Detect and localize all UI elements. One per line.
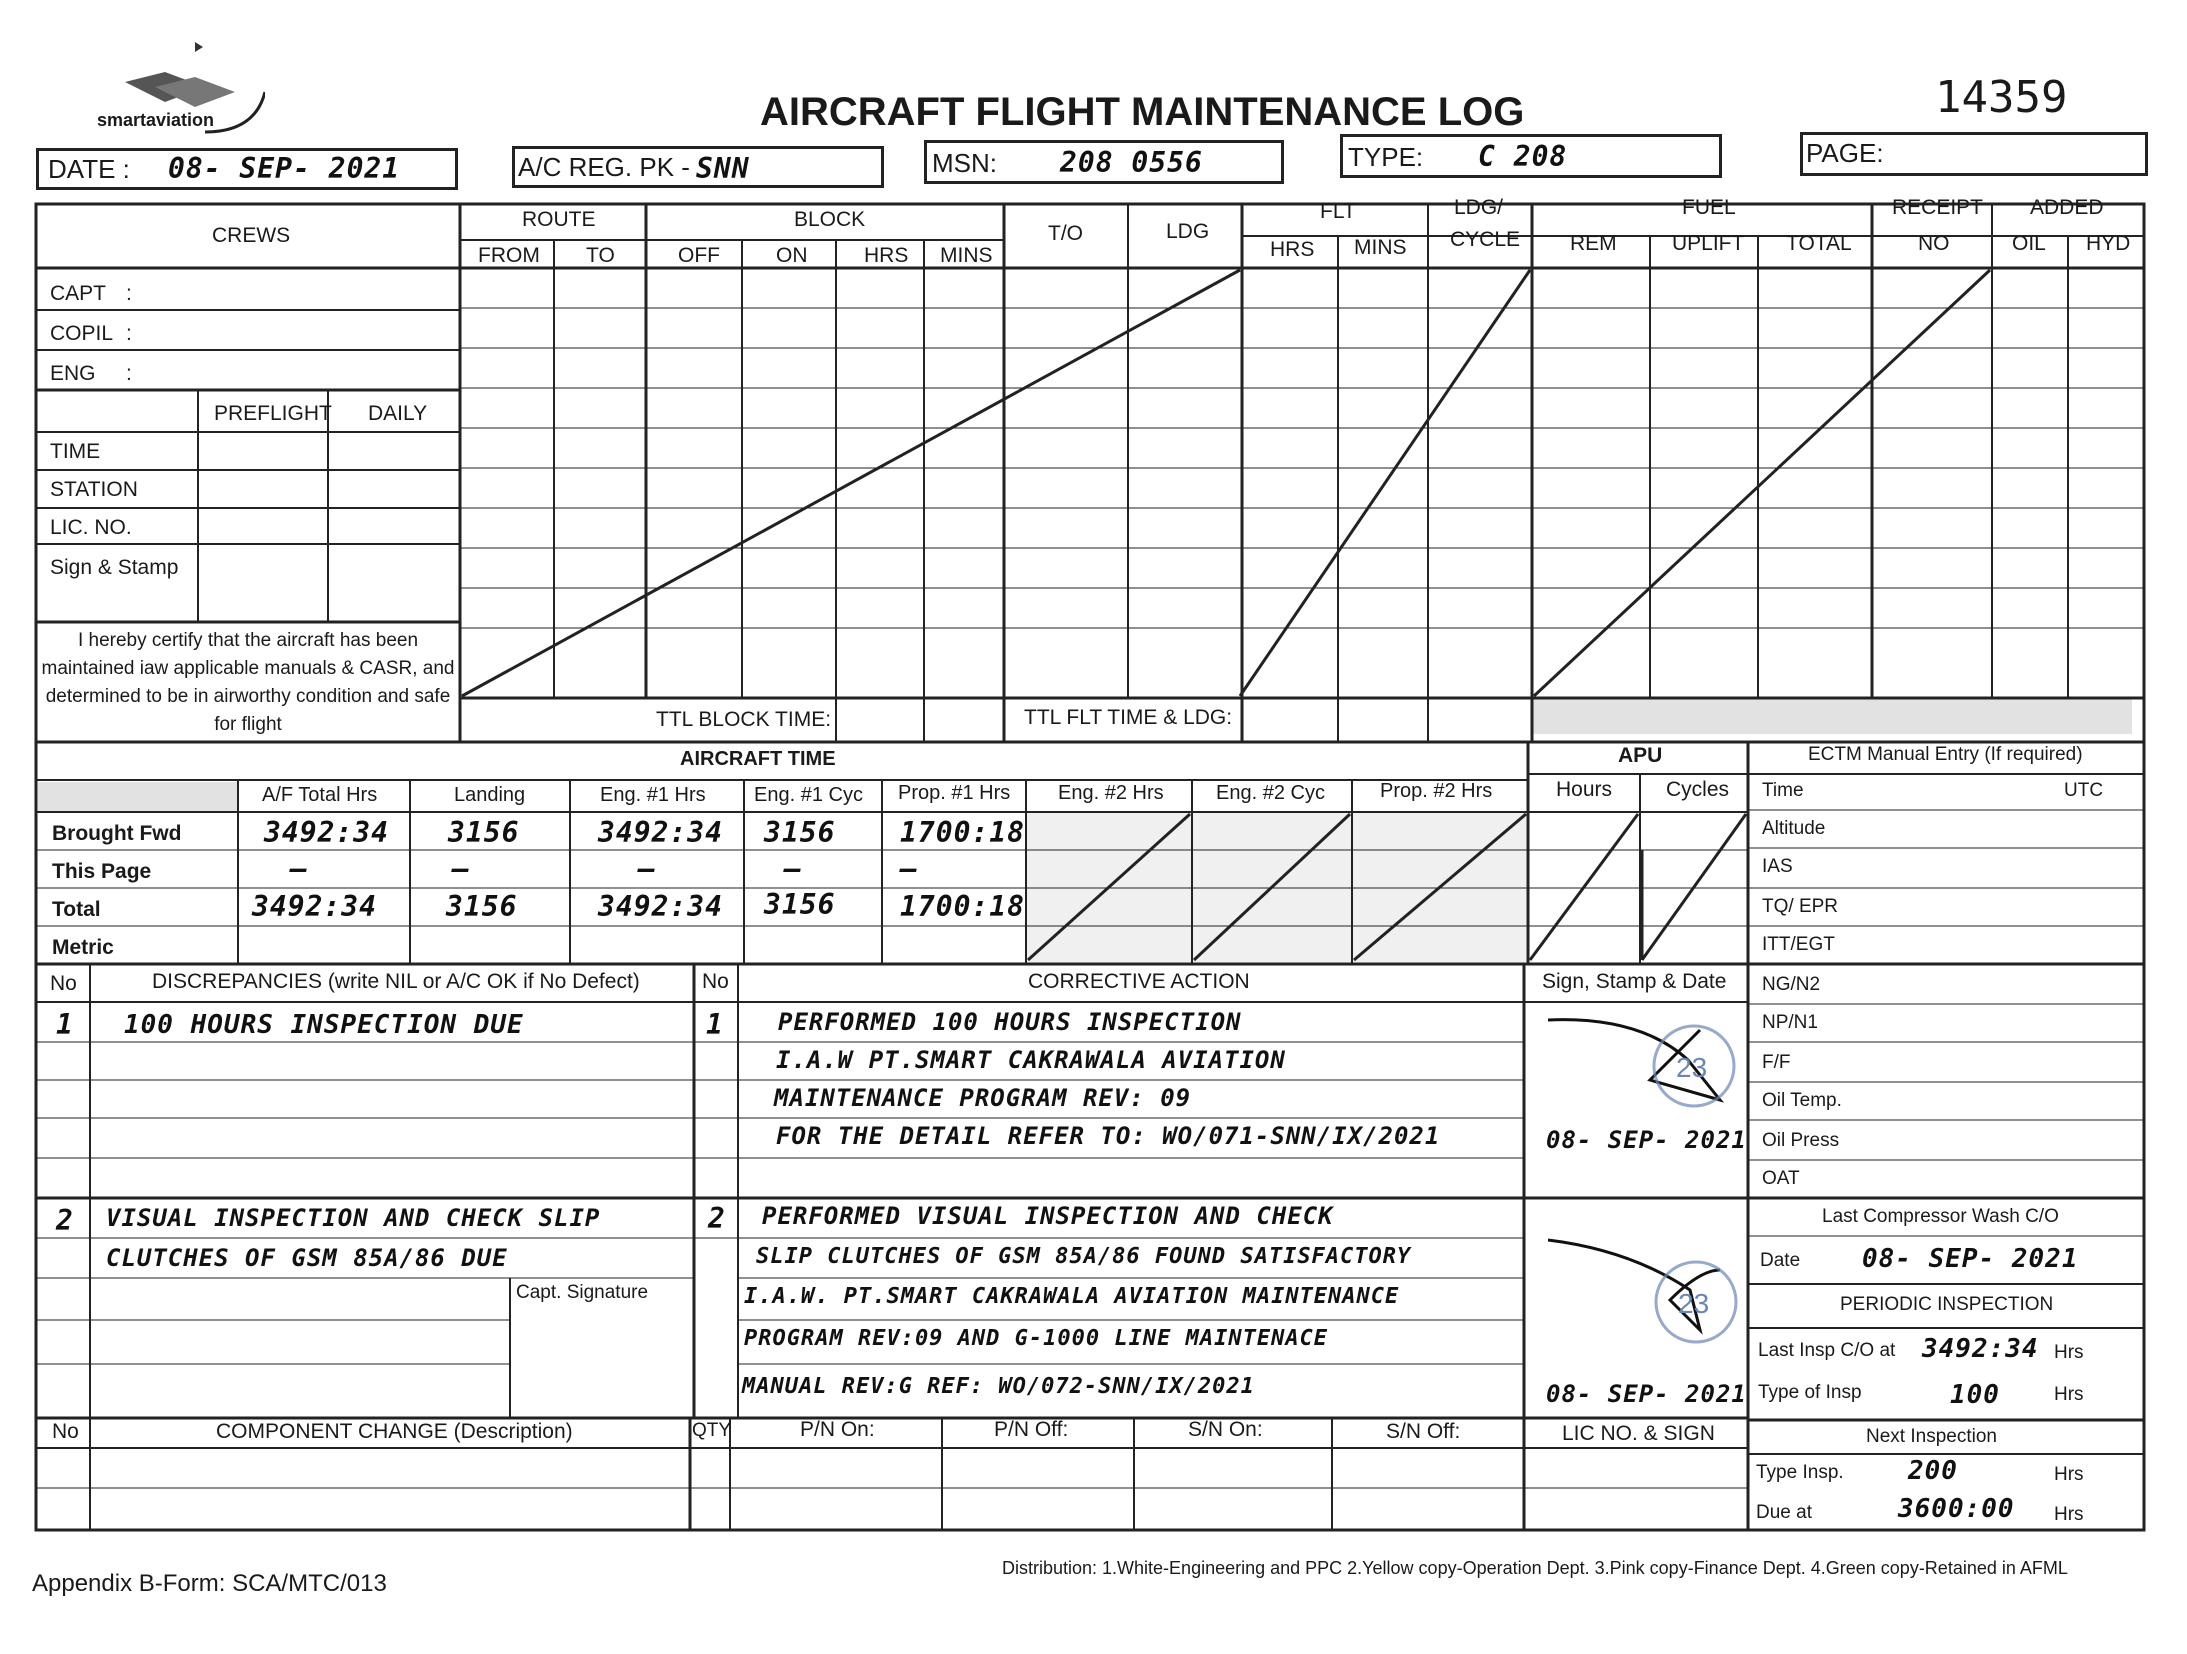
periodic-type-label: Type of Insp (1758, 1382, 1862, 1403)
next-title: Next Inspection (1866, 1426, 1997, 1447)
sign-stamp-date-header: Sign, Stamp & Date (1542, 970, 1727, 993)
tp-eng1-hrs: — (638, 852, 656, 885)
msn-value: 208 0556 (1060, 146, 1203, 179)
daily-header: DAILY (368, 402, 428, 425)
next-due-label: Due at (1756, 1502, 1812, 1523)
ectm-title: ECTM Manual Entry (If required) (1808, 744, 2083, 765)
sign-date-1: 08- SEP- 2021 (1546, 1126, 1747, 1154)
tp-eng1-cyc: — (784, 852, 802, 885)
periodic-last-hrs: Hrs (2054, 1342, 2084, 1363)
ca-1-line-1: PERFORMED 100 HOURS INSPECTION (778, 1008, 1242, 1036)
ca-no-header: No (702, 970, 729, 993)
ttl-block-label: TTL BLOCK TIME: (656, 708, 832, 731)
off-header: OFF (678, 244, 720, 267)
ectm-np-n1: NP/N1 (1762, 1012, 1818, 1033)
ca-2-line-5: MANUAL REV:G REF: WO/072-SNN/IX/2021 (742, 1374, 1255, 1399)
periodic-type-value: 100 (1950, 1380, 2000, 1410)
reg-value: SNN (696, 152, 750, 185)
ldg-cycle-header-2: CYCLE (1450, 228, 1521, 251)
eng-label: ENG (50, 362, 96, 385)
col-eng2-hrs: Eng. #2 Hrs (1058, 782, 1164, 804)
next-type-label: Type Insp. (1756, 1462, 1844, 1483)
disc-item-2-line1: VISUAL INSPECTION AND CHECK SLIP (106, 1204, 601, 1232)
next-type-value: 200 (1908, 1456, 1958, 1486)
distribution-text: Distribution: 1.White-Engineering and PPC 2.Yellow copy-Operation Dept. 3.Pink copy-Finance Dept. 4.Green copy-Retained in AFML (1002, 1558, 2068, 1578)
disc-header: DISCREPANCIES (write NIL or A/C OK if No Defect) (152, 970, 640, 993)
station-label: STATION (50, 478, 138, 501)
bf-eng1-hrs: 3492:34 (598, 816, 724, 849)
sign-date-2: 08- SEP- 2021 (1546, 1380, 1747, 1408)
ectm-altitude: Altitude (1762, 818, 1826, 839)
total-af-total: 3492:34 (252, 890, 378, 923)
flt-mins-header: MINS (1354, 236, 1407, 259)
reg-label: A/C REG. PK - (518, 152, 690, 182)
ectm-ias: IAS (1762, 856, 1793, 877)
col-af-total-hrs: A/F Total Hrs (262, 784, 378, 806)
ca-item-1-no: 1 (706, 1008, 724, 1041)
date-value: 08- SEP- 2021 (168, 152, 401, 185)
stamp-number-1: 23 (1676, 1052, 1708, 1083)
row-metric: Metric (52, 936, 114, 959)
added-header: ADDED (2030, 196, 2104, 219)
comp-sn-off-header: S/N Off: (1386, 1420, 1461, 1443)
route-header: ROUTE (522, 208, 596, 231)
row-total: Total (52, 898, 101, 921)
mins-header: MINS (940, 244, 993, 267)
disc-item-2-no: 2 (56, 1204, 74, 1237)
receipt-header: RECEIPT (1892, 196, 1984, 219)
to-header: TO (586, 244, 615, 267)
ldg-cycle-header-1: LDG/ (1454, 196, 1504, 219)
rem-header: REM (1570, 232, 1617, 255)
certify-line-2: maintained iaw applicable manuals & CASR, and (41, 658, 455, 679)
total-prop1-hrs: 1700:18 (900, 890, 1026, 923)
capt-signature-label: Capt. Signature (516, 1282, 649, 1303)
comp-qty-header: QTY (692, 1420, 732, 1441)
periodic-last-label: Last Insp C/O at (1758, 1340, 1896, 1361)
certify-line-1: I hereby certify that the aircraft has been (77, 630, 419, 651)
oil-header: OIL (2012, 232, 2046, 255)
ca-2-line-3: I.A.W. PT.SMART CAKRAWALA AVIATION MAINTENANCE (744, 1284, 1400, 1309)
ectm-oil-press: Oil Press (1762, 1130, 1840, 1151)
ca-header: CORRECTIVE ACTION (1028, 970, 1250, 993)
next-type-hrs: Hrs (2054, 1464, 2084, 1485)
page-title: AIRCRAFT FLIGHT MAINTENANCE LOG (760, 90, 1525, 134)
disc-item-2-line2: CLUTCHES OF GSM 85A/86 DUE (106, 1244, 508, 1272)
total-eng1-hrs: 3492:34 (598, 890, 724, 923)
disc-item-1-text: 100 HOURS INSPECTION DUE (124, 1010, 524, 1040)
ectm-time: Time (1762, 780, 1804, 801)
periodic-type-hrs: Hrs (2054, 1384, 2084, 1405)
ca-2-line-1: PERFORMED VISUAL INSPECTION AND CHECK (762, 1202, 1334, 1230)
copil-label: COPIL (50, 322, 114, 345)
row-this-page: This Page (52, 860, 152, 883)
col-prop1-hrs: Prop. #1 Hrs (898, 782, 1011, 804)
comp-lic-header: LIC NO. & SIGN (1562, 1422, 1715, 1445)
form-number: 14359 (1935, 72, 2068, 123)
certify-line-3: determined to be in airworthy condition and safe (45, 686, 451, 707)
comp-desc-header: COMPONENT CHANGE (Description) (216, 1420, 573, 1443)
lic-no-label: LIC. NO. (50, 516, 132, 539)
receipt-no-header: NO (1918, 232, 1950, 255)
capt-colon: : (126, 282, 132, 305)
col-eng1-hrs: Eng. #1 Hrs (600, 784, 706, 806)
periodic-last-value: 3492:34 (1922, 1334, 2039, 1364)
fuel-total-header: TOTAL (1786, 232, 1852, 255)
disc-no-header: No (50, 972, 77, 995)
on-header: ON (776, 244, 808, 267)
page-label: PAGE: (1806, 138, 1884, 168)
bf-landing: 3156 (448, 816, 520, 849)
ectm-ff: F/F (1762, 1052, 1791, 1073)
ectm-oil-temp: Oil Temp. (1762, 1090, 1842, 1111)
uplift-header: UPLIFT (1672, 232, 1745, 255)
next-due-hrs: Hrs (2054, 1504, 2084, 1525)
bf-prop1-hrs: 1700:18 (900, 816, 1026, 849)
ca-1-line-3: MAINTENANCE PROGRAM REV: 09 (774, 1084, 1192, 1112)
aircraft-time-title: AIRCRAFT TIME (680, 748, 836, 770)
compressor-title: Last Compressor Wash C/O (1822, 1206, 2059, 1227)
block-header: BLOCK (794, 208, 866, 231)
ca-1-line-4: FOR THE DETAIL REFER TO: WO/071-SNN/IX/2021 (776, 1122, 1441, 1150)
sign-stamp-label: Sign & Stamp (50, 556, 179, 579)
flt-hrs-header: HRS (1270, 238, 1315, 261)
tp-landing: — (452, 852, 470, 885)
to-col-header: T/O (1048, 222, 1083, 245)
copil-colon: : (126, 322, 132, 345)
col-eng1-cyc: Eng. #1 Cyc (754, 784, 863, 806)
ldg-header: LDG (1166, 220, 1210, 243)
ectm-itt-egt: ITT/EGT (1762, 934, 1835, 955)
ca-1-line-2: I.A.W PT.SMART CAKRAWALA AVIATION (776, 1046, 1286, 1074)
ttl-flt-label: TTL FLT TIME & LDG: (1024, 706, 1233, 729)
compressor-date-value: 08- SEP- 2021 (1862, 1244, 2079, 1274)
stamp-number-2: 23 (1678, 1288, 1710, 1319)
capt-label: CAPT (50, 282, 107, 305)
comp-sn-on-header: S/N On: (1188, 1418, 1263, 1441)
msn-label: MSN: (932, 148, 997, 178)
logo-text: smartaviation (97, 110, 215, 130)
ca-2-line-2: SLIP CLUTCHES OF GSM 85A/86 FOUND SATISFACTORY (756, 1244, 1412, 1269)
hyd-header: HYD (2086, 232, 2131, 255)
eng-colon: : (126, 362, 132, 385)
ectm-oat: OAT (1762, 1168, 1800, 1189)
total-eng1-cyc: 3156 (764, 888, 836, 921)
comp-no-header: No (52, 1420, 79, 1443)
disc-item-1-no: 1 (56, 1008, 74, 1041)
appendix-label: Appendix B-Form: SCA/MTC/013 (32, 1570, 387, 1597)
ectm-tq-epr: TQ/ EPR (1762, 896, 1839, 917)
preflight-header: PREFLIGHT (214, 402, 332, 425)
tp-prop1-hrs: — (900, 852, 918, 885)
tp-af-total: — (290, 852, 308, 885)
apu-cycles-header: Cycles (1666, 778, 1730, 801)
flt-header: FLT (1320, 200, 1356, 223)
certify-line-4: for flight (214, 714, 282, 735)
fuel-header: FUEL (1682, 196, 1736, 219)
comp-pn-on-header: P/N On: (800, 1418, 875, 1441)
total-landing: 3156 (446, 890, 518, 923)
col-landing: Landing (454, 784, 526, 806)
type-value: C 208 (1478, 140, 1568, 173)
date-label: DATE : (48, 154, 130, 184)
comp-pn-off-header: P/N Off: (994, 1418, 1069, 1441)
compressor-date-label: Date (1760, 1250, 1801, 1271)
type-label: TYPE: (1348, 142, 1424, 172)
next-due-value: 3600:00 (1898, 1494, 2015, 1524)
ectm-utc: UTC (2064, 780, 2104, 801)
col-prop2-hrs: Prop. #2 Hrs (1380, 780, 1493, 802)
crews-header: CREWS (212, 224, 291, 247)
periodic-title: PERIODIC INSPECTION (1840, 1294, 2054, 1315)
hrs-header: HRS (864, 244, 909, 267)
apu-header: APU (1618, 744, 1663, 767)
apu-hours-header: Hours (1556, 778, 1613, 801)
ca-item-2-no: 2 (708, 1202, 726, 1235)
row-brought-fwd: Brought Fwd (52, 822, 182, 845)
from-header: FROM (478, 244, 540, 267)
bf-eng1-cyc: 3156 (764, 816, 836, 849)
time-label: TIME (50, 440, 101, 463)
ectm-ng-n2: NG/N2 (1762, 974, 1821, 995)
col-eng2-cyc: Eng. #2 Cyc (1216, 782, 1325, 804)
ca-2-line-4: PROGRAM REV:09 AND G-1000 LINE MAINTENACE (744, 1326, 1329, 1351)
bf-af-total: 3492:34 (264, 816, 390, 849)
